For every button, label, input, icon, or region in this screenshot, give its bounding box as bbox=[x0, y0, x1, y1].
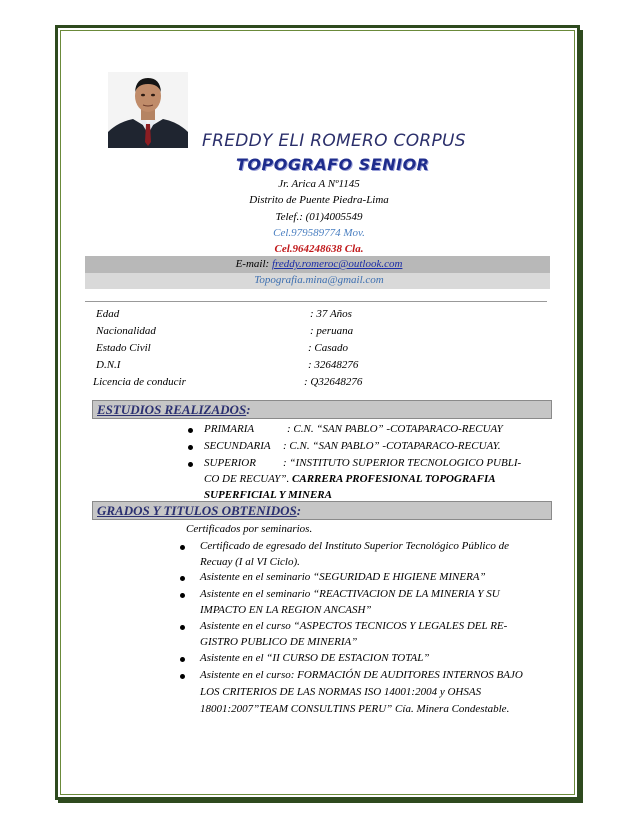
bullet-dot bbox=[180, 625, 185, 630]
personal-label-dni: D.N.I bbox=[96, 359, 121, 371]
bullet-dot bbox=[180, 576, 185, 581]
grados-heading-text: GRADOS Y TITULOS OBTENIDOS bbox=[97, 503, 297, 518]
bullet-dot bbox=[180, 674, 185, 679]
grado-item-3-line2: IMPACTO EN LA REGION ANCASH” bbox=[200, 604, 372, 616]
personal-label-edad: Edad bbox=[96, 308, 120, 320]
estudio-superior-level: SUPERIOR bbox=[204, 457, 256, 469]
candidate-name: FREDDY ELI ROMERO CORPUS bbox=[202, 131, 466, 151]
page-border-shadow-right bbox=[580, 30, 583, 803]
grado-item-1-line2: Recuay (I al VI Ciclo). bbox=[200, 556, 300, 568]
estudio-superior-line2-text: CO DE RECUAY”. bbox=[204, 473, 290, 485]
bullet-dot bbox=[180, 545, 185, 550]
grado-item-2-line1: Asistente en el seminario “SEGURIDAD E HIGIENE MINERA” bbox=[200, 571, 486, 583]
bullet-dot bbox=[188, 462, 193, 467]
grado-item-5-line1: Asistente en el “II CURSO DE ESTACION TOTAL” bbox=[200, 652, 430, 664]
estudio-superior-line2 bbox=[204, 473, 496, 485]
grados-heading-colon: : bbox=[296, 503, 302, 518]
estudio-secundaria-text: : C.N. “SAN PABLO” -COTAPARACO-RECUAY. bbox=[283, 440, 501, 452]
bullet-dot bbox=[188, 428, 193, 433]
cell-cla-line: Cel.964248638 Cla. bbox=[274, 243, 364, 255]
profile-photo bbox=[108, 72, 188, 148]
personal-value-licencia: : Q32648276 bbox=[304, 376, 363, 388]
estudios-heading-text: ESTUDIOS REALIZADOS bbox=[97, 402, 247, 417]
section-grados-heading bbox=[92, 501, 552, 520]
phone-line: Telef.: (01)4005549 bbox=[275, 211, 363, 223]
grado-item-4-line1: Asistente en el curso “ASPECTOS TECNICOS Y LEGALES DEL RE- bbox=[200, 620, 508, 632]
address-line: Jr. Arica A Nº1145 bbox=[278, 178, 360, 190]
estudio-primaria-level: PRIMARIA bbox=[204, 423, 255, 435]
cell-mov-line: Cel.979589774 Mov. bbox=[273, 227, 365, 239]
personal-value-estado: : Casado bbox=[308, 342, 349, 354]
grado-item-3-line1: Asistente en el seminario “REACTIVACION DE LA MINERIA Y SU bbox=[200, 588, 500, 600]
personal-value-nacionalidad: : peruana bbox=[310, 325, 354, 337]
estudio-superior-carrera: CARRERA PROFESIONAL TOPOGRAFIA bbox=[292, 473, 496, 485]
personal-label-nacionalidad: Nacionalidad bbox=[96, 325, 156, 337]
estudio-superior-text: : “INSTITUTO SUPERIOR TECNOLOGICO PUBLI- bbox=[283, 457, 522, 469]
personal-value-edad: : 37 Años bbox=[310, 308, 352, 320]
section-estudios-heading bbox=[92, 400, 552, 419]
divider bbox=[85, 301, 547, 302]
grado-item-1-line1: Certificado de egresado del Instituto Superior Tecnológico Público de bbox=[200, 540, 509, 552]
bullet-dot bbox=[180, 593, 185, 598]
grado-item-6-line1: Asistente en el curso: FORMACIÓN DE AUDITORES INTERNOS BAJO bbox=[200, 669, 523, 681]
grado-item-6-line3: 18001:2007”TEAM CONSULTINS PERU” Cía. Minera Condestable. bbox=[200, 703, 510, 715]
personal-label-estado: Estado Civil bbox=[96, 342, 151, 354]
estudio-primaria-text: : C.N. “SAN PABLO” -COTAPARACO-RECUAY bbox=[287, 423, 503, 435]
bullet-dot bbox=[180, 657, 185, 662]
email-link[interactable]: freddy.romeroc@outlook.com bbox=[271, 258, 403, 270]
district-line: Distrito de Puente Piedra-Lima bbox=[249, 194, 389, 206]
estudio-secundaria-level: SECUNDARIA bbox=[204, 440, 271, 452]
candidate-role: TOPOGRAFO SENIOR bbox=[236, 155, 430, 174]
estudios-heading-colon: : bbox=[246, 402, 251, 417]
bullet-dot bbox=[188, 445, 193, 450]
personal-label-licencia: Licencia de conducir bbox=[93, 376, 186, 388]
personal-value-dni: : 32648276 bbox=[308, 359, 359, 371]
email2-line: Topografia.mina@gmail.com bbox=[254, 274, 384, 286]
email-label: E-mail: bbox=[235, 258, 270, 270]
estudio-superior-line3: SUPERFICIAL Y MINERA bbox=[204, 489, 332, 501]
grados-intro: Certificados por seminarios. bbox=[186, 523, 313, 535]
email-line bbox=[0, 258, 638, 270]
grado-item-4-line2: GISTRO PUBLICO DE MINERIA” bbox=[200, 636, 358, 648]
page-border-shadow-bottom bbox=[58, 800, 583, 803]
grado-item-6-line2: LOS CRITERIOS DE LAS NORMAS ISO 14001:2004 y OHSAS bbox=[200, 686, 482, 698]
